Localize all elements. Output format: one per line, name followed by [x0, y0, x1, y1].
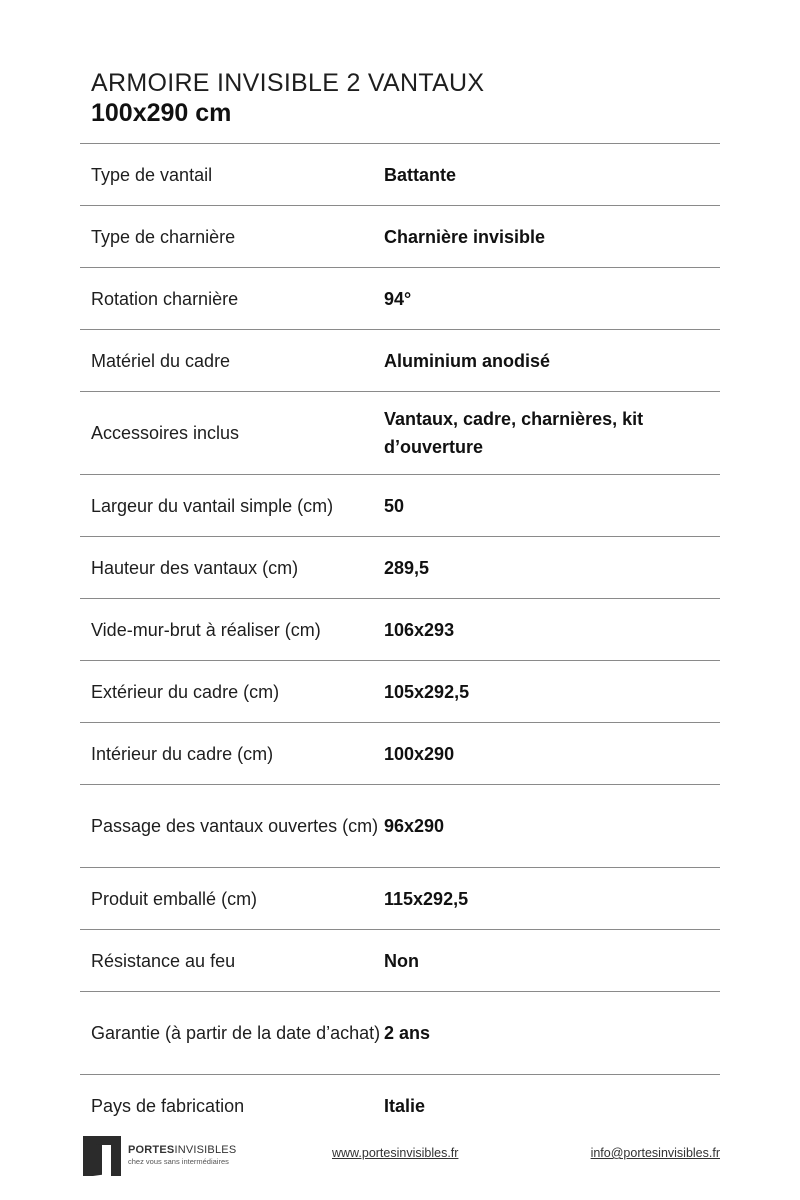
brand-name-part1: PORTES	[128, 1144, 175, 1156]
brand-name-part2: INVISIBLES	[174, 1144, 237, 1156]
spec-label: Rotation charnière	[91, 288, 239, 309]
product-title: ARMOIRE INVISIBLE 2 VANTAUX	[91, 69, 485, 97]
spec-value: Italie	[384, 1096, 426, 1116]
spec-value: 100x290	[384, 743, 455, 764]
spec-row-type-charniere	[80, 206, 720, 268]
spec-label: Résistance au feu	[91, 950, 236, 971]
spec-label: Pays de fabrication	[91, 1096, 245, 1116]
spec-row-pays	[80, 1075, 720, 1137]
spec-label: Garantie (à partir de la date d’achat)	[91, 1023, 381, 1043]
spec-label: Largeur du vantail simple (cm)	[91, 495, 334, 516]
spec-row-passage	[80, 785, 720, 868]
door-logo-icon	[83, 1136, 121, 1176]
spec-row-feu	[80, 930, 720, 992]
spec-row-materiel	[80, 330, 720, 392]
spec-row-emballe	[80, 868, 720, 930]
spec-row-rotation	[80, 268, 720, 330]
spec-row-accessoires	[80, 392, 720, 475]
spec-value: 289,5	[384, 557, 430, 578]
spec-label: Produit emballé (cm)	[91, 888, 258, 909]
brand-wordmark	[128, 1144, 236, 1168]
spec-label: Accessoires inclus	[91, 423, 240, 443]
spec-value: Vantaux, cadre, charnières, kit d’ouverture	[384, 409, 644, 457]
spec-label: Intérieur du cadre (cm)	[91, 743, 274, 764]
spec-value: 50	[384, 495, 405, 516]
spec-label: Hauteur des vantaux (cm)	[91, 557, 299, 578]
document-header	[91, 68, 484, 128]
spec-value: Battante	[384, 164, 457, 185]
brand-logo	[83, 1136, 236, 1176]
brand-name	[128, 1144, 236, 1156]
spec-value: 96x290	[384, 816, 445, 836]
spec-value: 106x293	[384, 619, 455, 640]
spec-value: Non	[384, 950, 419, 971]
spec-label: Matériel du cadre	[91, 350, 231, 371]
spec-table	[80, 143, 720, 1137]
spec-row-vide-mur	[80, 599, 720, 661]
spec-value: Charnière invisible	[384, 226, 546, 247]
spec-label: Vide-mur-brut à réaliser (cm)	[91, 619, 321, 640]
spec-row-garantie	[80, 992, 720, 1075]
spec-row-hauteur	[80, 537, 720, 599]
website-link[interactable]: www.portesinvisibles.fr	[332, 1146, 459, 1160]
spec-label: Extérieur du cadre (cm)	[91, 681, 280, 702]
spec-value: Aluminium anodisé	[384, 350, 551, 371]
spec-value: 94°	[384, 288, 412, 309]
spec-label: Type de charnière	[91, 226, 236, 247]
page-footer	[0, 1134, 800, 1178]
spec-label: Type de vantail	[91, 164, 213, 185]
spec-row-largeur	[80, 475, 720, 537]
spec-label: Passage des vantaux ouvertes (cm)	[91, 816, 379, 836]
spec-row-exterieur	[80, 661, 720, 723]
spec-value: 115x292,5	[384, 888, 469, 909]
brand-tagline: chez vous sans intermédiaires	[128, 1157, 229, 1166]
spec-value: 2 ans	[384, 1023, 431, 1043]
product-dimensions: 100x290 cm	[91, 99, 232, 127]
spec-row-type-vantail	[80, 144, 720, 206]
spec-value: 105x292,5	[384, 681, 470, 702]
email-link[interactable]: info@portesinvisibles.fr	[590, 1146, 720, 1160]
spec-row-interieur	[80, 723, 720, 785]
